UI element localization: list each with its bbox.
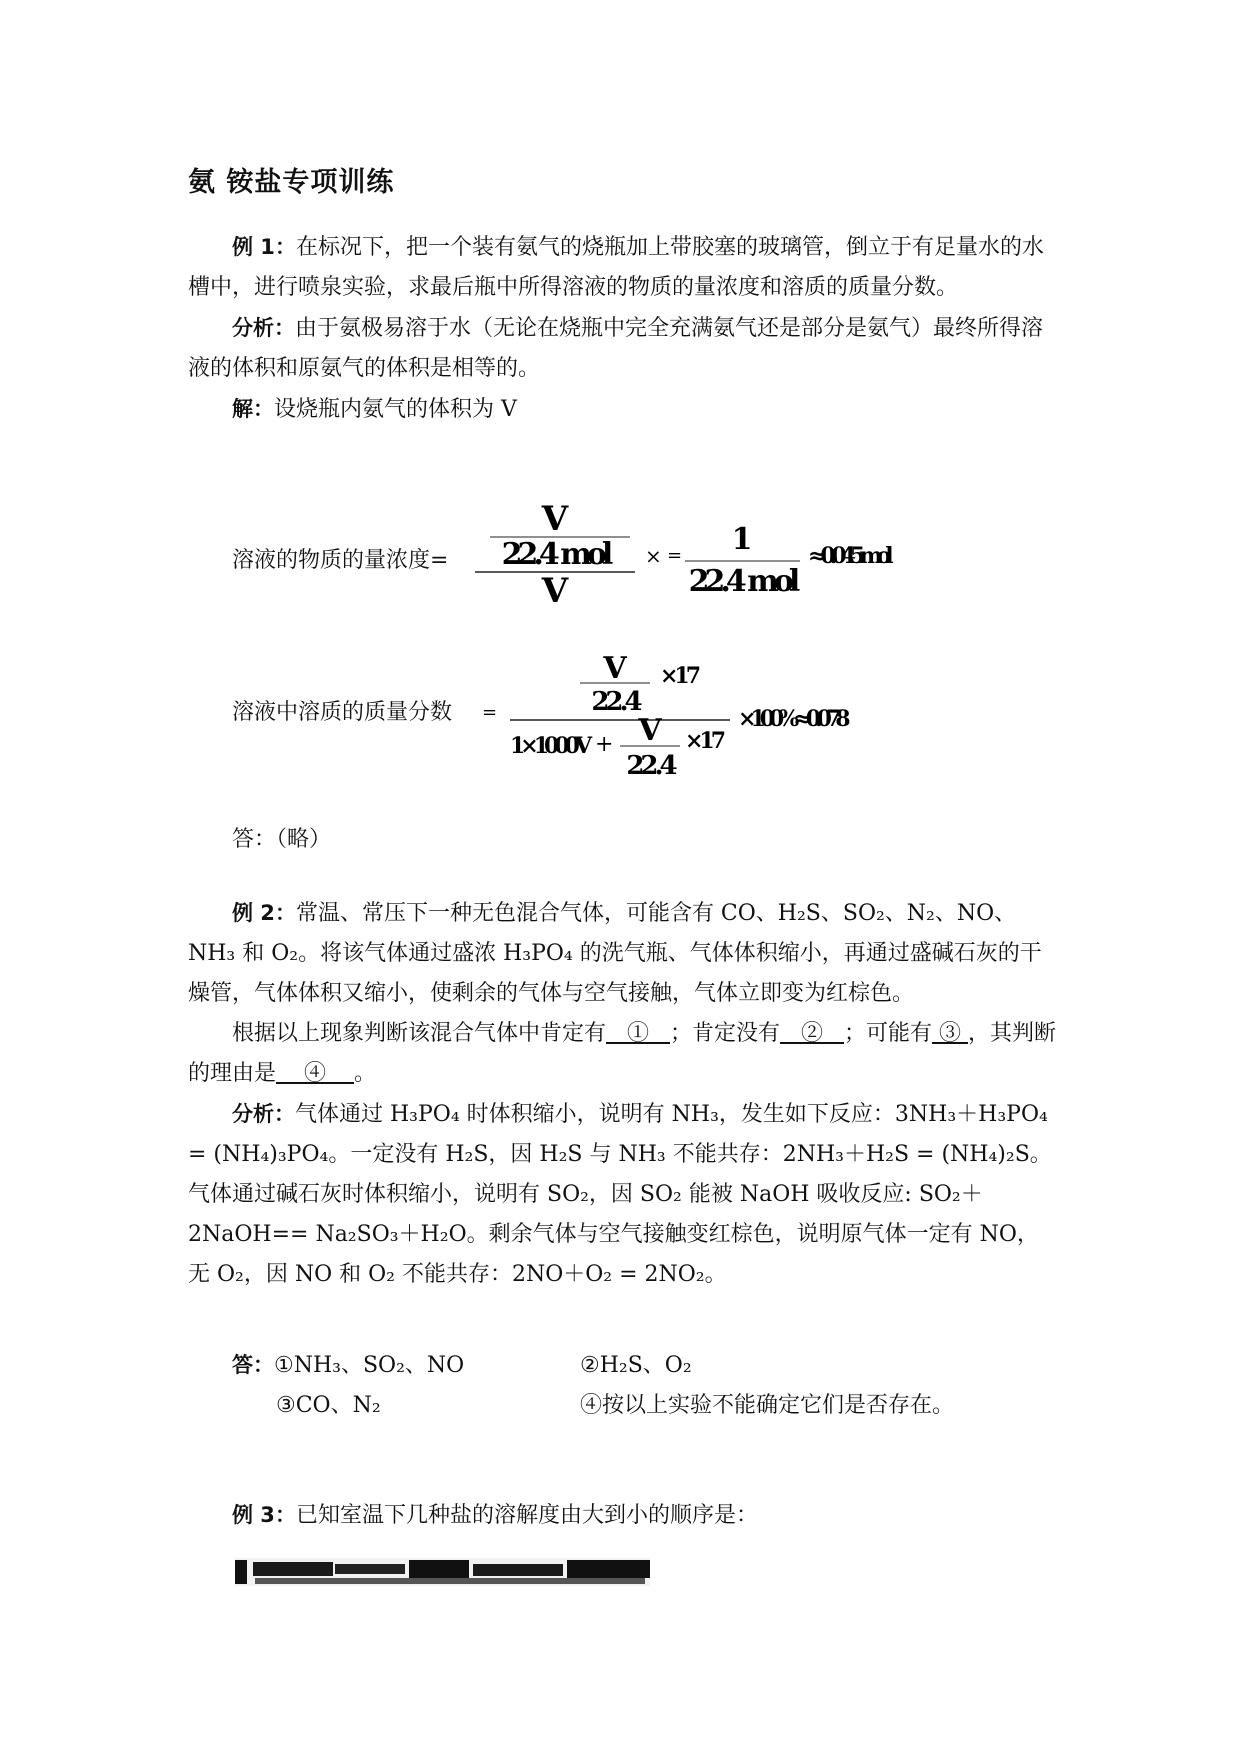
svg-text:=: = xyxy=(667,545,683,566)
answer-2: ②H₂S、O₂ xyxy=(580,1353,692,1378)
example-2 xyxy=(188,893,1058,1295)
svg-text:22.4 mol: 22.4 mol xyxy=(688,564,796,599)
example-2-prompt: 根据以上现象判断该混合气体中肯定有 ① ；肯定没有 ② ；可能有 ③ ，其判断的理由是 ④ 。 xyxy=(188,1021,1057,1086)
svg-text:×100%≈0.078: ×100%≈0.078 xyxy=(738,706,845,732)
blank-1: ① xyxy=(627,1021,650,1046)
svg-text:×17: ×17 xyxy=(685,728,723,754)
svg-text:+: + xyxy=(595,732,614,757)
svg-text:22.4: 22.4 xyxy=(626,751,674,778)
svg-text:V: V xyxy=(541,571,569,605)
svg-text:V: V xyxy=(638,713,662,748)
example-1-solution: 解：设烧瓶内氨气的体积为 V xyxy=(232,397,517,422)
example-3-question: 例 3：已知室温下几种盐的溶解度由大到小的顺序是： xyxy=(232,1503,758,1528)
answer-3: ③CO、N₂ xyxy=(276,1393,381,1418)
answer-1: ①NH₃、SO₂、NO xyxy=(274,1353,465,1378)
svg-text:1×1000V: 1×1000V xyxy=(510,733,588,759)
svg-text:22.4: 22.4 xyxy=(591,687,639,717)
blank-2: ② xyxy=(801,1021,824,1046)
formula-1-image xyxy=(470,495,970,605)
formula-2-label: 溶液中溶质的质量分数 xyxy=(232,700,453,725)
svg-text:1: 1 xyxy=(731,522,753,557)
example-1-answer: 答：（略） xyxy=(232,827,332,852)
svg-text:≈0.045mol: ≈0.045mol xyxy=(808,543,888,569)
answer-4: ④按以上实验不能确定它们是否存在。 xyxy=(580,1393,955,1418)
svg-text:×17: ×17 xyxy=(660,663,698,689)
svg-text:V: V xyxy=(541,499,569,539)
svg-text:V: V xyxy=(603,651,627,686)
svg-text:22.4 mol: 22.4 mol xyxy=(501,537,609,572)
example-3-formula-image xyxy=(235,1552,655,1592)
example-1-analysis: 分析：由于氨极易溶于水（无论在烧瓶中完全充满氨气还是部分是氨气）最终所得溶液的体积和原氨气的体积是相等的。 xyxy=(188,316,1044,381)
blank-4: ④ xyxy=(304,1061,327,1086)
svg-text:×: × xyxy=(645,544,662,568)
example-2-question: 例 2：常温、常压下一种无色混合气体，可能含有 CO、H₂S、SO₂、N₂、NO、NH₃ 和 O₂。将该气体通过盛浓 H₃PO₄ 的洗气瓶、气体体积缩小，再通过盛碱石灰的干燥管，气体体积又缩小，使剩余的气体与空气接触，气体立即变为红棕色。 xyxy=(188,901,1042,1006)
example-2-answer-row-1: 答：①NH₃、SO₂、NO xyxy=(232,1353,465,1378)
formula-1-label: 溶液的物质的量浓度= xyxy=(232,548,449,573)
example-1 xyxy=(188,227,1058,430)
example-1-question: 例 1：在标况下，把一个装有氨气的烧瓶加上带胶塞的玻璃管，倒立于有足量水的水槽中，进行喷泉实验，求最后瓶中所得溶液的物质的量浓度和溶质的质量分数。 xyxy=(188,235,1044,300)
example-2-analysis: 分析：气体通过 H₃PO₄ 时体积缩小，说明有 NH₃，发生如下反应：3NH₃＋H₃PO₄ = (NH₄)₃PO₄。一定没有 H₂S，因 H₂S 与 NH₃ 不能共存：2NH₃＋H₂S = (NH₄)₂S。气体通过碱石灰时体积缩小，说明有 SO₂，因 SO₂ 能被 NaOH 吸收反应: SO₂＋2NaOH== Na₂SO₃＋H₂O。剩余气体与空气接触变红棕色，说明原气体一定有 NO，无 O₂，因 NO 和 O₂ 不能共存：2NO＋O₂ = 2NO₂。 xyxy=(188,1102,1052,1287)
page-title: 氨 铵盐专项训练 xyxy=(188,167,395,198)
blank-3: ③ xyxy=(939,1021,962,1046)
example-1-label: 例 1 xyxy=(232,235,275,259)
formula-2-image xyxy=(480,648,940,778)
svg-text:=: = xyxy=(482,702,498,723)
